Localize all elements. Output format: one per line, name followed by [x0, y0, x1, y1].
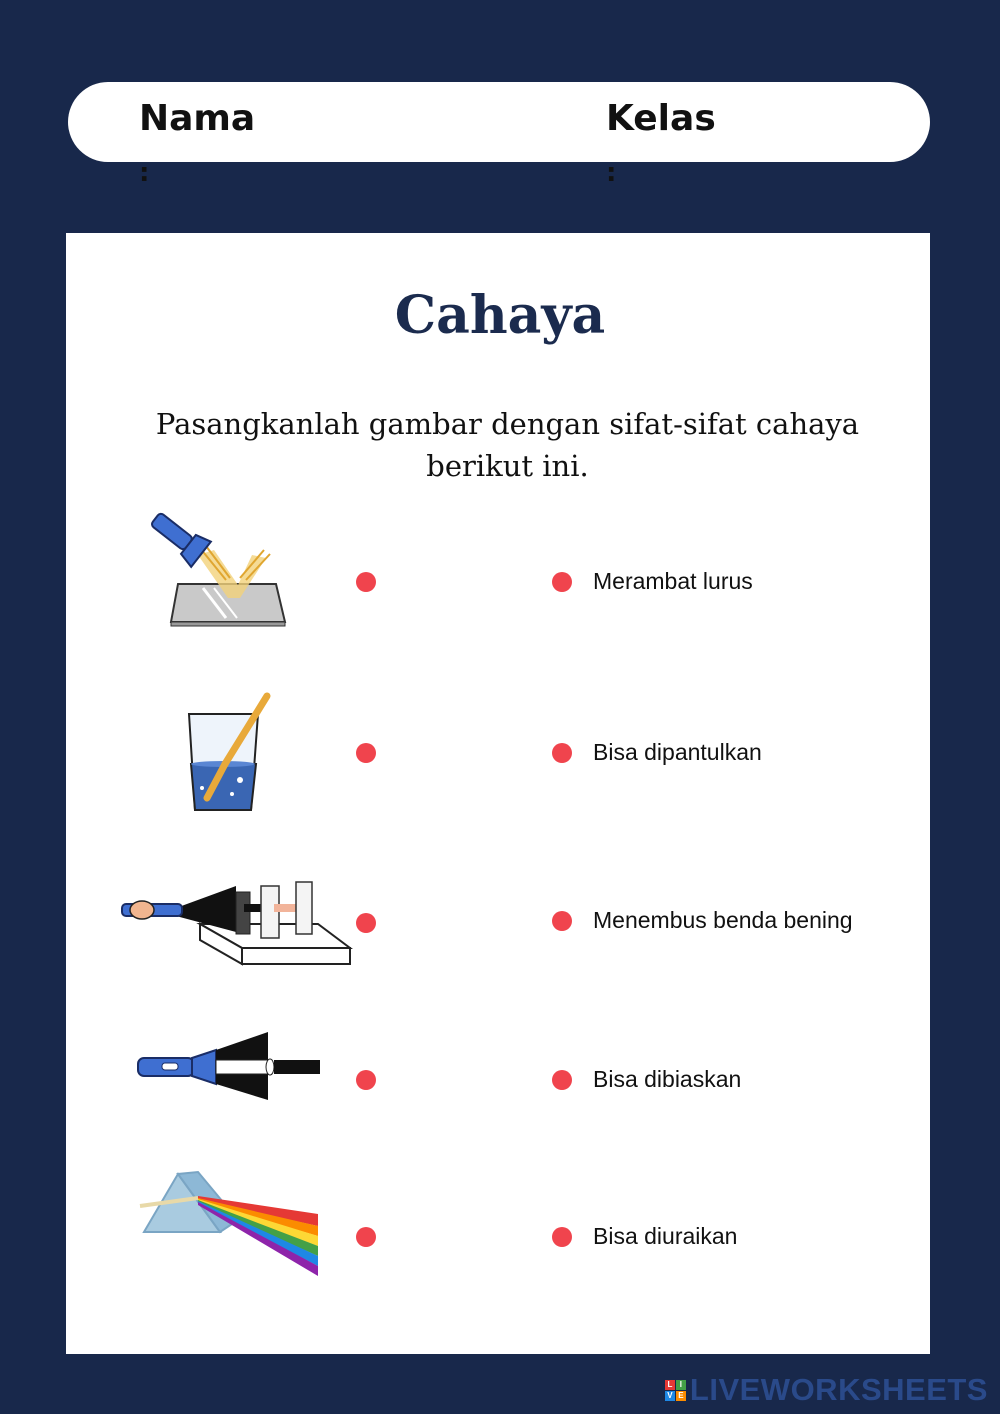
brand-text: LIVEWORKSHEETS: [689, 1372, 988, 1407]
right-match-dot[interactable]: [552, 1070, 572, 1090]
name-label: Nama: [139, 98, 256, 139]
left-match-dot[interactable]: [356, 743, 376, 763]
right-match-dot[interactable]: [552, 911, 572, 931]
left-match-dot[interactable]: [356, 1227, 376, 1247]
option-label: Bisa diuraikan: [593, 1223, 738, 1249]
flashlight-beam-blocked-icon: [136, 1030, 324, 1102]
flashlight-reflection-mirror-icon: [148, 510, 293, 628]
right-match-dot[interactable]: [552, 743, 572, 763]
option-label: Menembus benda bening: [593, 907, 853, 933]
class-label: Kelas: [606, 98, 716, 139]
prism-rainbow-icon: [138, 1168, 322, 1280]
left-match-dot[interactable]: [356, 1070, 376, 1090]
left-match-dot[interactable]: [356, 913, 376, 933]
option-label: Bisa dipantulkan: [593, 739, 762, 765]
class-colon: :: [606, 158, 617, 188]
option-label: Bisa dibiaskan: [593, 1066, 742, 1092]
left-match-dot[interactable]: [356, 572, 376, 592]
instruction-text: Pasangkanlah gambar dengan sifat-sifat cahaya berikut ini.: [155, 407, 860, 483]
straw-in-water-glass-icon: [180, 688, 275, 816]
liveworksheets-logo-icon: L I V E: [665, 1380, 686, 1401]
option-label: Merambat lurus: [593, 568, 753, 594]
right-match-dot[interactable]: [552, 572, 572, 592]
name-colon: :: [139, 158, 150, 188]
flashlight-through-cards-icon: [118, 878, 356, 970]
liveworksheets-brand: [665, 1372, 988, 1408]
right-match-dot[interactable]: [552, 1227, 572, 1247]
page-title: Cahaya: [394, 285, 606, 346]
